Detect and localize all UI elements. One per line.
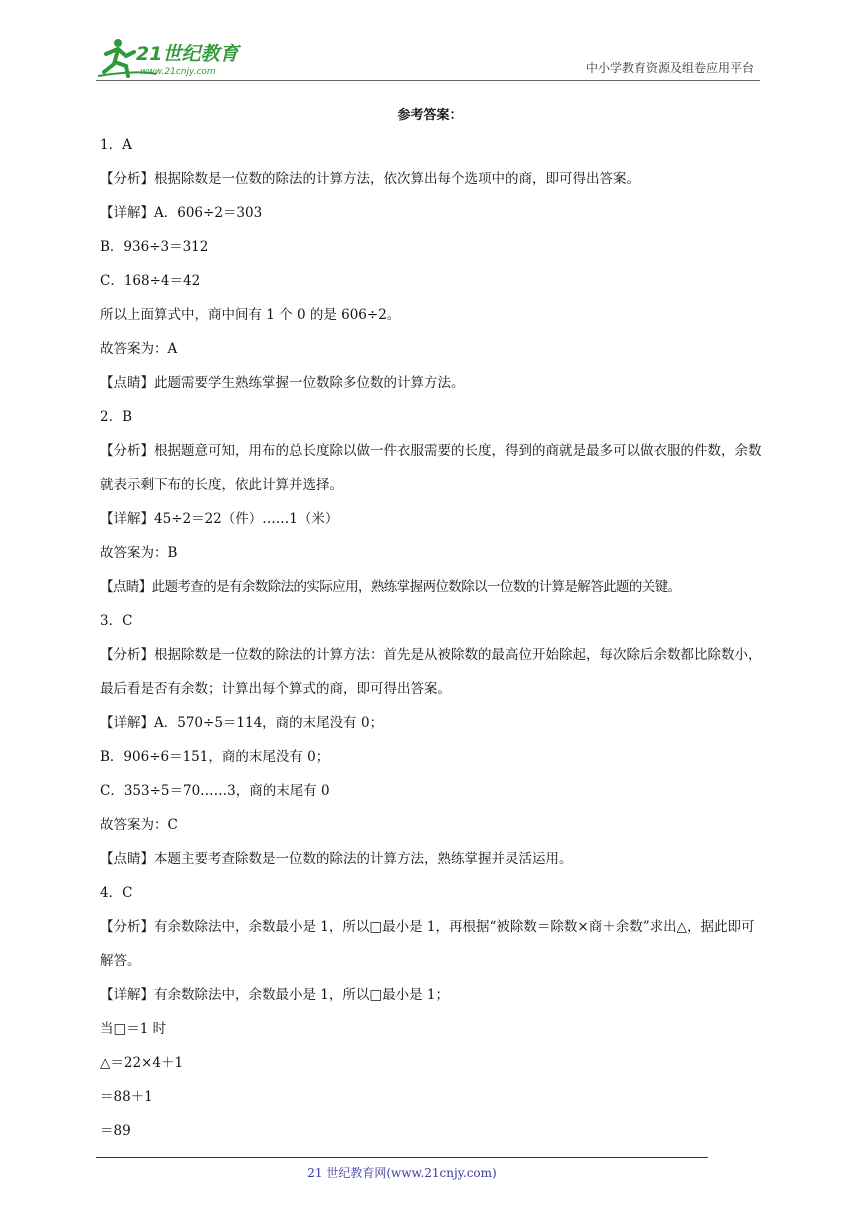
page-header	[96, 28, 760, 81]
detail-line: ＝89	[100, 1123, 131, 1139]
page-footer: 21 世纪教育网(www.21cnjy.com)	[307, 1166, 497, 1180]
detail-line: B．906÷6＝151，商的末尾没有 0；	[100, 749, 330, 765]
analysis-line: 【分析】根据除数是一位数的除法的计算方法，依次算出每个选项中的商，即可得出答案。	[100, 171, 640, 187]
footer-divider	[96, 1157, 708, 1158]
svg-text:www.21cnjy.com: www.21cnjy.com	[140, 67, 216, 77]
detail-line: C．168÷4＝42	[100, 273, 201, 289]
answer-line: 故答案为：C	[100, 817, 178, 833]
answer-number: 3．C	[100, 613, 133, 629]
analysis-line: 【分析】有余数除法中，余数最小是 1，所以□最小是 1，再根据“被除数＝除数×商＋余数”求出△，据此即可解答。	[100, 919, 755, 969]
detail-line: 【详解】有余数除法中，余数最小是 1，所以□最小是 1；	[100, 987, 450, 1003]
comment-line: 【点睛】此题考查的是有余数除法的实际应用，熟练掌握两位数除以一位数的计算是解答此题的关键。	[100, 579, 681, 595]
analysis-line: 【分析】根据题意可知，用布的总长度除以做一件衣服需要的长度，得到的商就是最多可以做衣服的件数，余数就表示剩下布的长度，依此计算并选择。	[100, 443, 762, 493]
answer-number: 1．A	[100, 137, 132, 153]
answer-line: 故答案为：A	[100, 341, 178, 357]
detail-line: ＝88＋1	[100, 1089, 153, 1105]
detail-line: 【详解】A．570÷5＝114，商的末尾没有 0；	[100, 715, 384, 731]
comment-line: 【点睛】此题需要学生熟练掌握一位数除多位数的计算方法。	[100, 375, 465, 391]
detail-line: △＝22×4＋1	[100, 1055, 184, 1071]
answer-line: 故答案为：B	[100, 545, 178, 561]
platform-name: 中小学教育资源及组卷应用平台	[585, 61, 754, 75]
detail-line: B．936÷3＝312	[100, 239, 209, 255]
detail-line: 【详解】45÷2＝22（件）……1（米）	[100, 511, 339, 527]
site-logo	[96, 34, 256, 80]
answer-number: 4．C	[100, 885, 133, 901]
detail-line: 所以上面算式中，商中间有 1 个 0 的是 606÷2。	[100, 307, 401, 323]
answer-number: 2．B	[100, 409, 133, 425]
detail-line: C．353÷5＝70……3，商的末尾有 0	[100, 783, 330, 799]
detail-line: 当□＝1 时	[100, 1021, 167, 1037]
detail-line: 【详解】A．606÷2＝303	[100, 205, 263, 221]
svg-text:21世纪教育: 21世纪教育	[136, 43, 239, 65]
analysis-line: 【分析】根据除数是一位数的除法的计算方法：首先是从被除数的最高位开始除起，每次除后余数都比除数小，最后看是否有余数；计算出每个算式的商，即可得出答案。	[100, 647, 762, 697]
comment-line: 【点睛】本题主要考查除数是一位数的除法的计算方法，熟练掌握并灵活运用。	[100, 851, 573, 867]
answer-content	[100, 128, 764, 1148]
page-title: 参考答案：	[397, 108, 463, 123]
